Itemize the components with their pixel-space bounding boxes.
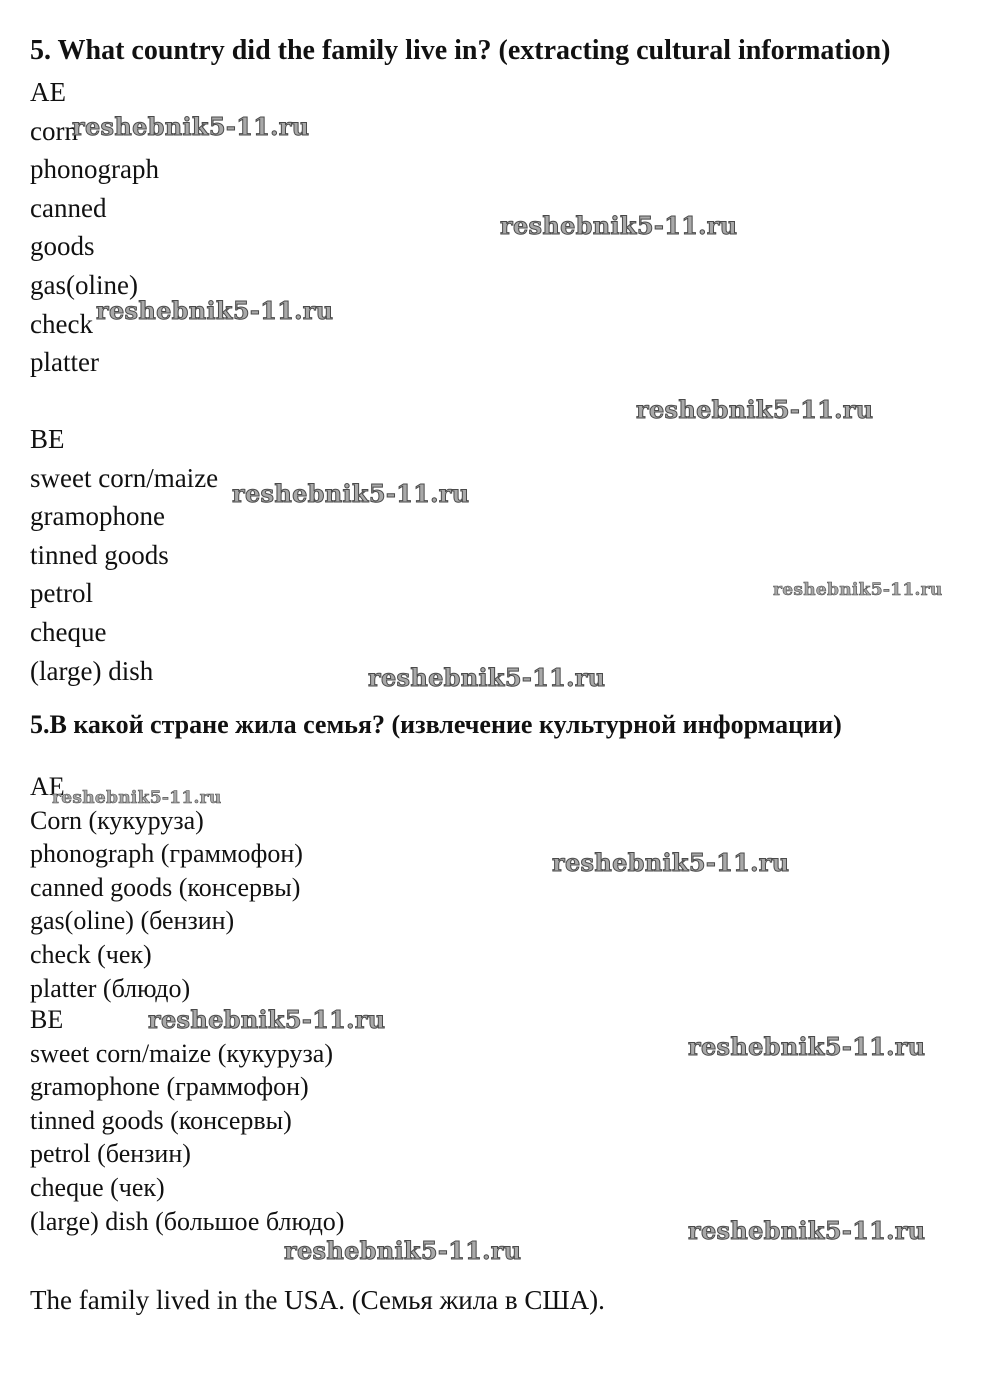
watermark: reshebnik5-11.ru [552, 848, 790, 877]
list-item: Corn (кукуруза) [30, 805, 204, 835]
watermark: reshebnik5-11.ru [368, 663, 606, 692]
list-item: BE [30, 424, 65, 454]
list-item: (large) dish (большое блюдо) [30, 1206, 345, 1236]
list-item: petrol [30, 578, 93, 609]
list-item: sweet corn/maize [30, 462, 219, 493]
american-english-list [30, 73, 159, 382]
list-item: sweet corn/maize (кукуруза) [30, 1038, 333, 1068]
list-item: corn [30, 115, 78, 146]
section-heading-english: 5. What country did the family live in? (extracting cultural information) [30, 35, 891, 66]
list-item: BE [30, 1005, 64, 1034]
list-item: AE [30, 772, 65, 801]
list-item: canned goods (консервы) [30, 872, 301, 902]
watermark: reshebnik5-11.ru [636, 395, 874, 424]
list-item: petrol (бензин) [30, 1139, 191, 1169]
list-item: tinned goods [30, 539, 169, 570]
list-item: phonograph (граммофон) [30, 839, 303, 869]
watermark: reshebnik5-11.ru [284, 1236, 522, 1265]
british-english-list [30, 420, 218, 690]
list-item: gramophone [30, 501, 165, 532]
american-english-translation-list [30, 770, 303, 1005]
list-item: platter [30, 347, 99, 378]
list-item: goods [30, 231, 95, 262]
list-item: gas(oline) [30, 269, 138, 300]
watermark: reshebnik5-11.ru [148, 1005, 386, 1034]
list-item: check (чек) [30, 939, 152, 969]
list-item: gas(oline) (бензин) [30, 906, 235, 936]
watermark: reshebnik5-11.ru [52, 788, 222, 808]
section-heading-russian: 5.В какой стране жила семья? (извлечение культурной информации) [30, 710, 842, 739]
conclusion-text: The family lived in the USA. (Семья жила в США). [30, 1285, 605, 1315]
list-item: tinned goods (консервы) [30, 1105, 292, 1135]
list-item: gramophone (граммофон) [30, 1072, 309, 1102]
watermark: reshebnik5-11.ru [500, 211, 738, 240]
list-item: cheque [30, 616, 107, 647]
watermark: reshebnik5-11.ru [688, 1216, 926, 1245]
watermark: reshebnik5-11.ru [232, 479, 470, 508]
list-item: (large) dish [30, 655, 154, 686]
watermark: reshebnik5-11.ru [96, 296, 334, 325]
list-item: phonograph [30, 154, 159, 185]
list-item: check [30, 308, 93, 339]
list-item: canned [30, 192, 107, 223]
watermark: reshebnik5-11.ru [688, 1032, 926, 1061]
list-item: cheque (чек) [30, 1172, 165, 1202]
watermark: reshebnik5-11.ru [773, 580, 943, 600]
watermark: reshebnik5-11.ru [72, 112, 310, 141]
british-english-translation-list [30, 1003, 344, 1238]
list-item: AE [30, 77, 66, 107]
list-item: platter (блюдо) [30, 973, 191, 1003]
